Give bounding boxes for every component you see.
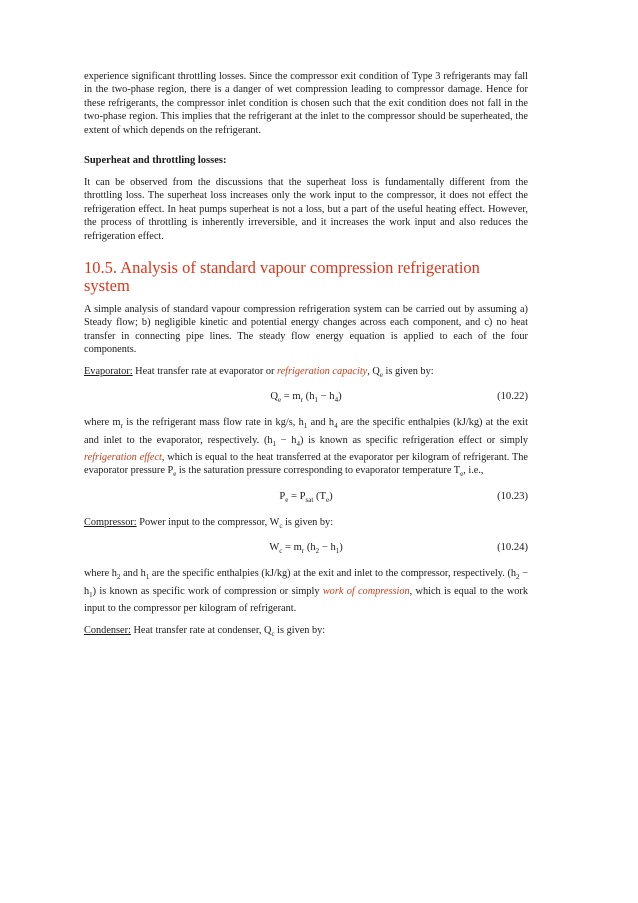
equation-number: (10.24) [497, 542, 528, 554]
refrigeration-capacity-term: refrigeration capacity [276, 365, 368, 377]
condenser-text: Heat transfer rate at condenser, Q [130, 624, 272, 636]
condenser-label: Condenser: [84, 624, 131, 636]
equation-10-23 [84, 490, 528, 508]
condenser-tail: is given by: [274, 624, 326, 636]
evaporator-symbol-sub: e [379, 370, 383, 379]
analysis-paragraph: A simple analysis of standard vapour compression refrigeration system can be carried out by assuming a) Steady flow; b) negligible kinetic and potential energy changes across each component, and c) no heat transfer in connecting pipe lines. The steady flow energy equation is applied to each of the four components. [84, 304, 528, 356]
equation-10-22-body: $Q_e = m_r$ $(h_1 - h_4)$ [270, 391, 342, 405]
compressor-tail: is given by: [282, 516, 334, 528]
evaporator-line [84, 365, 528, 382]
evaporator-symbol: , Q [367, 365, 380, 377]
compressor-description: where $h_2$ and $h_1$ are the specific enthalpies (kJ/kg) at the exit and inlet to the compressor, respectively. $(h_2 - h_1)$ is known as specific work of compression or simply work of compression, which is equal to the work input to the compressor per kilogram of refrigerant. [84, 568, 529, 615]
equation-10-22 [84, 390, 528, 408]
evaporator-description: where $m_r$ is the refrigerant mass flow rate in kg/s, $h_1$ and $h_4$ are the specific enthalpies (kJ/kg) at the exit and inlet to the evaporator, respectively. $(h_1 - h_4)$ is known as specific refrigeration effect or simply refrigeration effect, which is equal to the heat transferred at the evaporator per kilogram of refrigerant. The evaporator pressure $P_e$ is the saturation pressure corresponding to evaporator temperature $T_e$, i.e., [84, 417, 529, 479]
section-title: 10.5. Analysis of standard vapour compression refrigeration system [84, 258, 480, 296]
equation-number: (10.22) [497, 391, 528, 403]
superheat-paragraph: It can be observed from the discussions that the superheat loss is fundamentally different from the throttling loss. The superheat loss increases only the work input to the compressor, it does not effect the refrigeration effect. In heat pumps superheat is not a loss, but a part of the useful heating effect. However, the process of throttling is inherently irreversible, and it increases the work input and also reduces the refrigeration effect. [84, 177, 528, 242]
evaporator-tail: is given by: [382, 365, 434, 377]
equation-number: (10.23) [497, 490, 528, 502]
condenser-line [84, 624, 528, 641]
intro-paragraph: experience significant throttling losses. Since the compressor exit condition of Type 3 refrigerants may fall in the two-phase region, there is a danger of wet compression leading to compressor damage. Hence for these refrigerants, the compressor inlet condition is chosen such that the exit condition does not fall in the two-phase region. This implies that the refrigerant at the inlet to the compressor should be superheated, the extent of which depends on the refrigerant. [84, 71, 528, 136]
refrigeration-effect-term: refrigeration effect [84, 452, 162, 464]
equation-10-24 [84, 541, 528, 559]
compressor-symbol-sub: c [279, 521, 283, 530]
compressor-label: Compressor: [84, 516, 137, 528]
compressor-text: Power input to the compressor, W [136, 516, 280, 528]
equation-10-24-body: $W_c = m_r$ $(h_2 - h_1)$ [269, 542, 343, 556]
subheading-superheat: Superheat and throttling losses: [84, 155, 227, 167]
compressor-line [84, 516, 528, 533]
evaporator-text: Heat transfer rate at evaporator or [132, 365, 277, 377]
condenser-symbol-sub: c [271, 629, 275, 638]
equation-10-23-body: $P_e = P_{sat}$ $(T_e)$ [279, 490, 333, 505]
evaporator-label: Evaporator: [84, 365, 133, 377]
work-of-compression-term: work of compression [322, 585, 410, 597]
